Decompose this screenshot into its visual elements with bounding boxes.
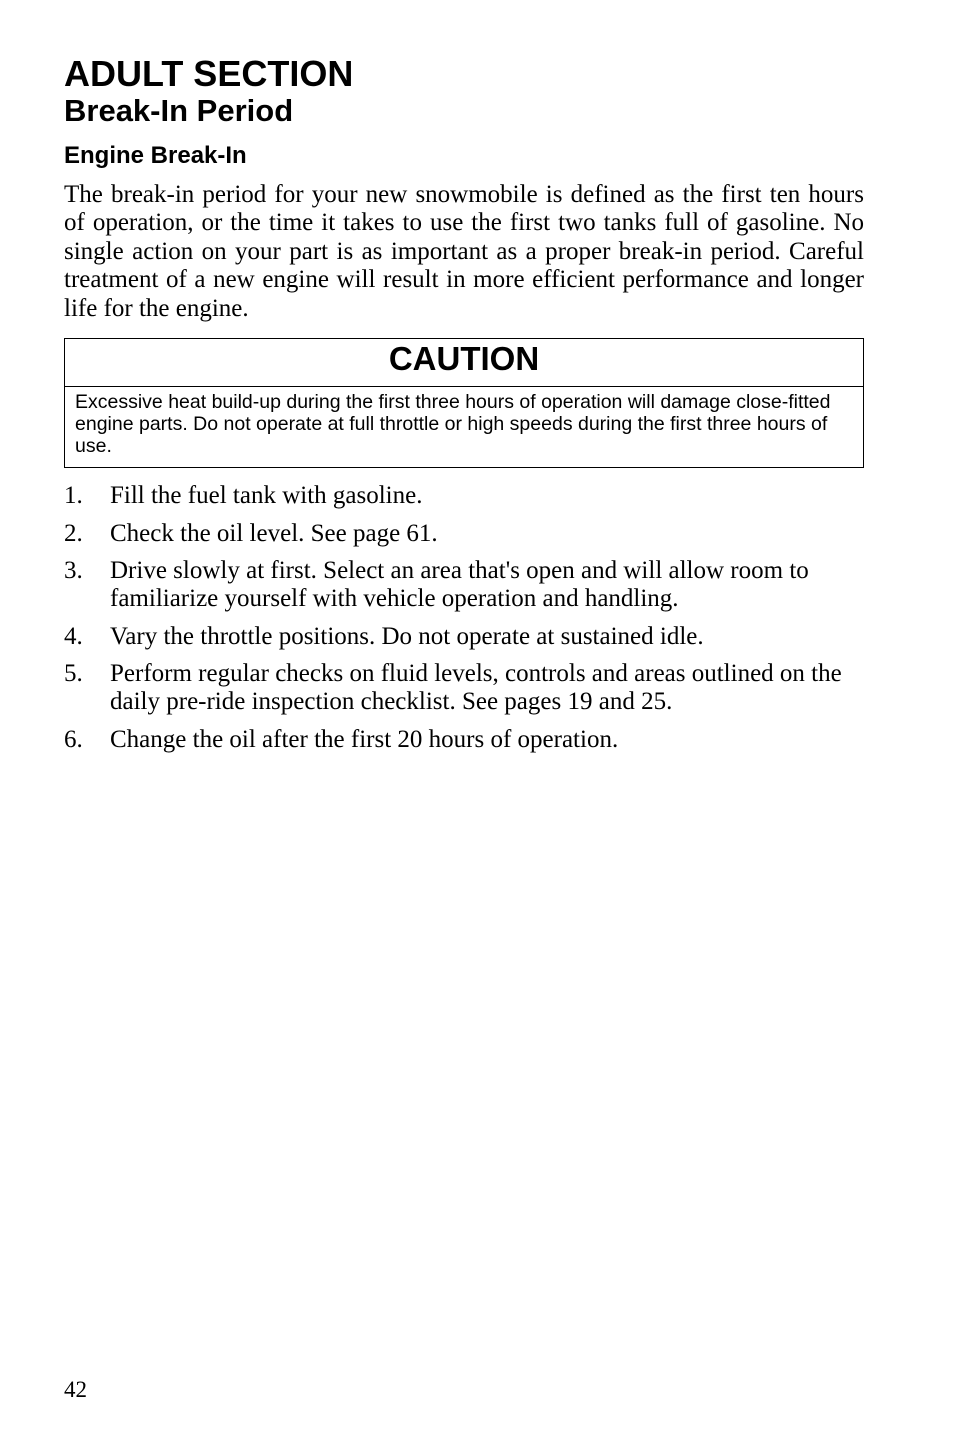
section-title: ADULT SECTION (64, 53, 354, 94)
step-text: Check the oil level. See page 61. (110, 519, 438, 547)
step-number: 4. (64, 622, 83, 650)
step-number: 2. (64, 519, 83, 547)
page-title: Break-In Period (64, 93, 294, 128)
step-text: Perform regular checks on fluid levels, controls and areas outlined on the daily pre-ride inspection checklist. See pages 19 and 25. (110, 660, 842, 715)
caution-label: CAUTION (65, 339, 863, 387)
caution-text: Excessive heat build-up during the first three hours of operation will damage close-fitted engine parts. Do not operate at full throttle or high speeds during the first three hours of use. (75, 391, 831, 457)
step-number: 6. (64, 725, 83, 753)
step-text: Change the oil after the first 20 hours of operation. (110, 725, 619, 753)
step-text: Vary the throttle positions. Do not operate at sustained idle. (110, 622, 704, 650)
list-item (64, 623, 864, 651)
intro-paragraph: The break-in period for your new snowmobile is defined as the first ten hours of operation, or the time it takes to use the first two tanks full of gasoline. No single action on your part is as important as a proper break-in period. Careful treatment of a new engine will result in more efficient performance and longer life for the engine. (64, 181, 864, 322)
list-item (64, 482, 864, 510)
list-item (64, 557, 864, 613)
list-item (64, 520, 864, 548)
break-in-steps-list (64, 482, 864, 763)
list-item (64, 660, 864, 716)
step-number: 5. (64, 660, 83, 687)
caution-box (64, 338, 864, 468)
step-number: 1. (64, 482, 83, 509)
list-item (64, 726, 864, 754)
engine-break-in-heading: Engine Break-In (64, 142, 247, 169)
step-text: Fill the fuel tank with gasoline. (110, 482, 423, 509)
step-text: Drive slowly at first. Select an area that's open and will allow room to familiarize yourself with vehicle operation and handling. (110, 557, 809, 612)
step-number: 3. (64, 557, 83, 584)
page-number: 42 (64, 1377, 87, 1402)
